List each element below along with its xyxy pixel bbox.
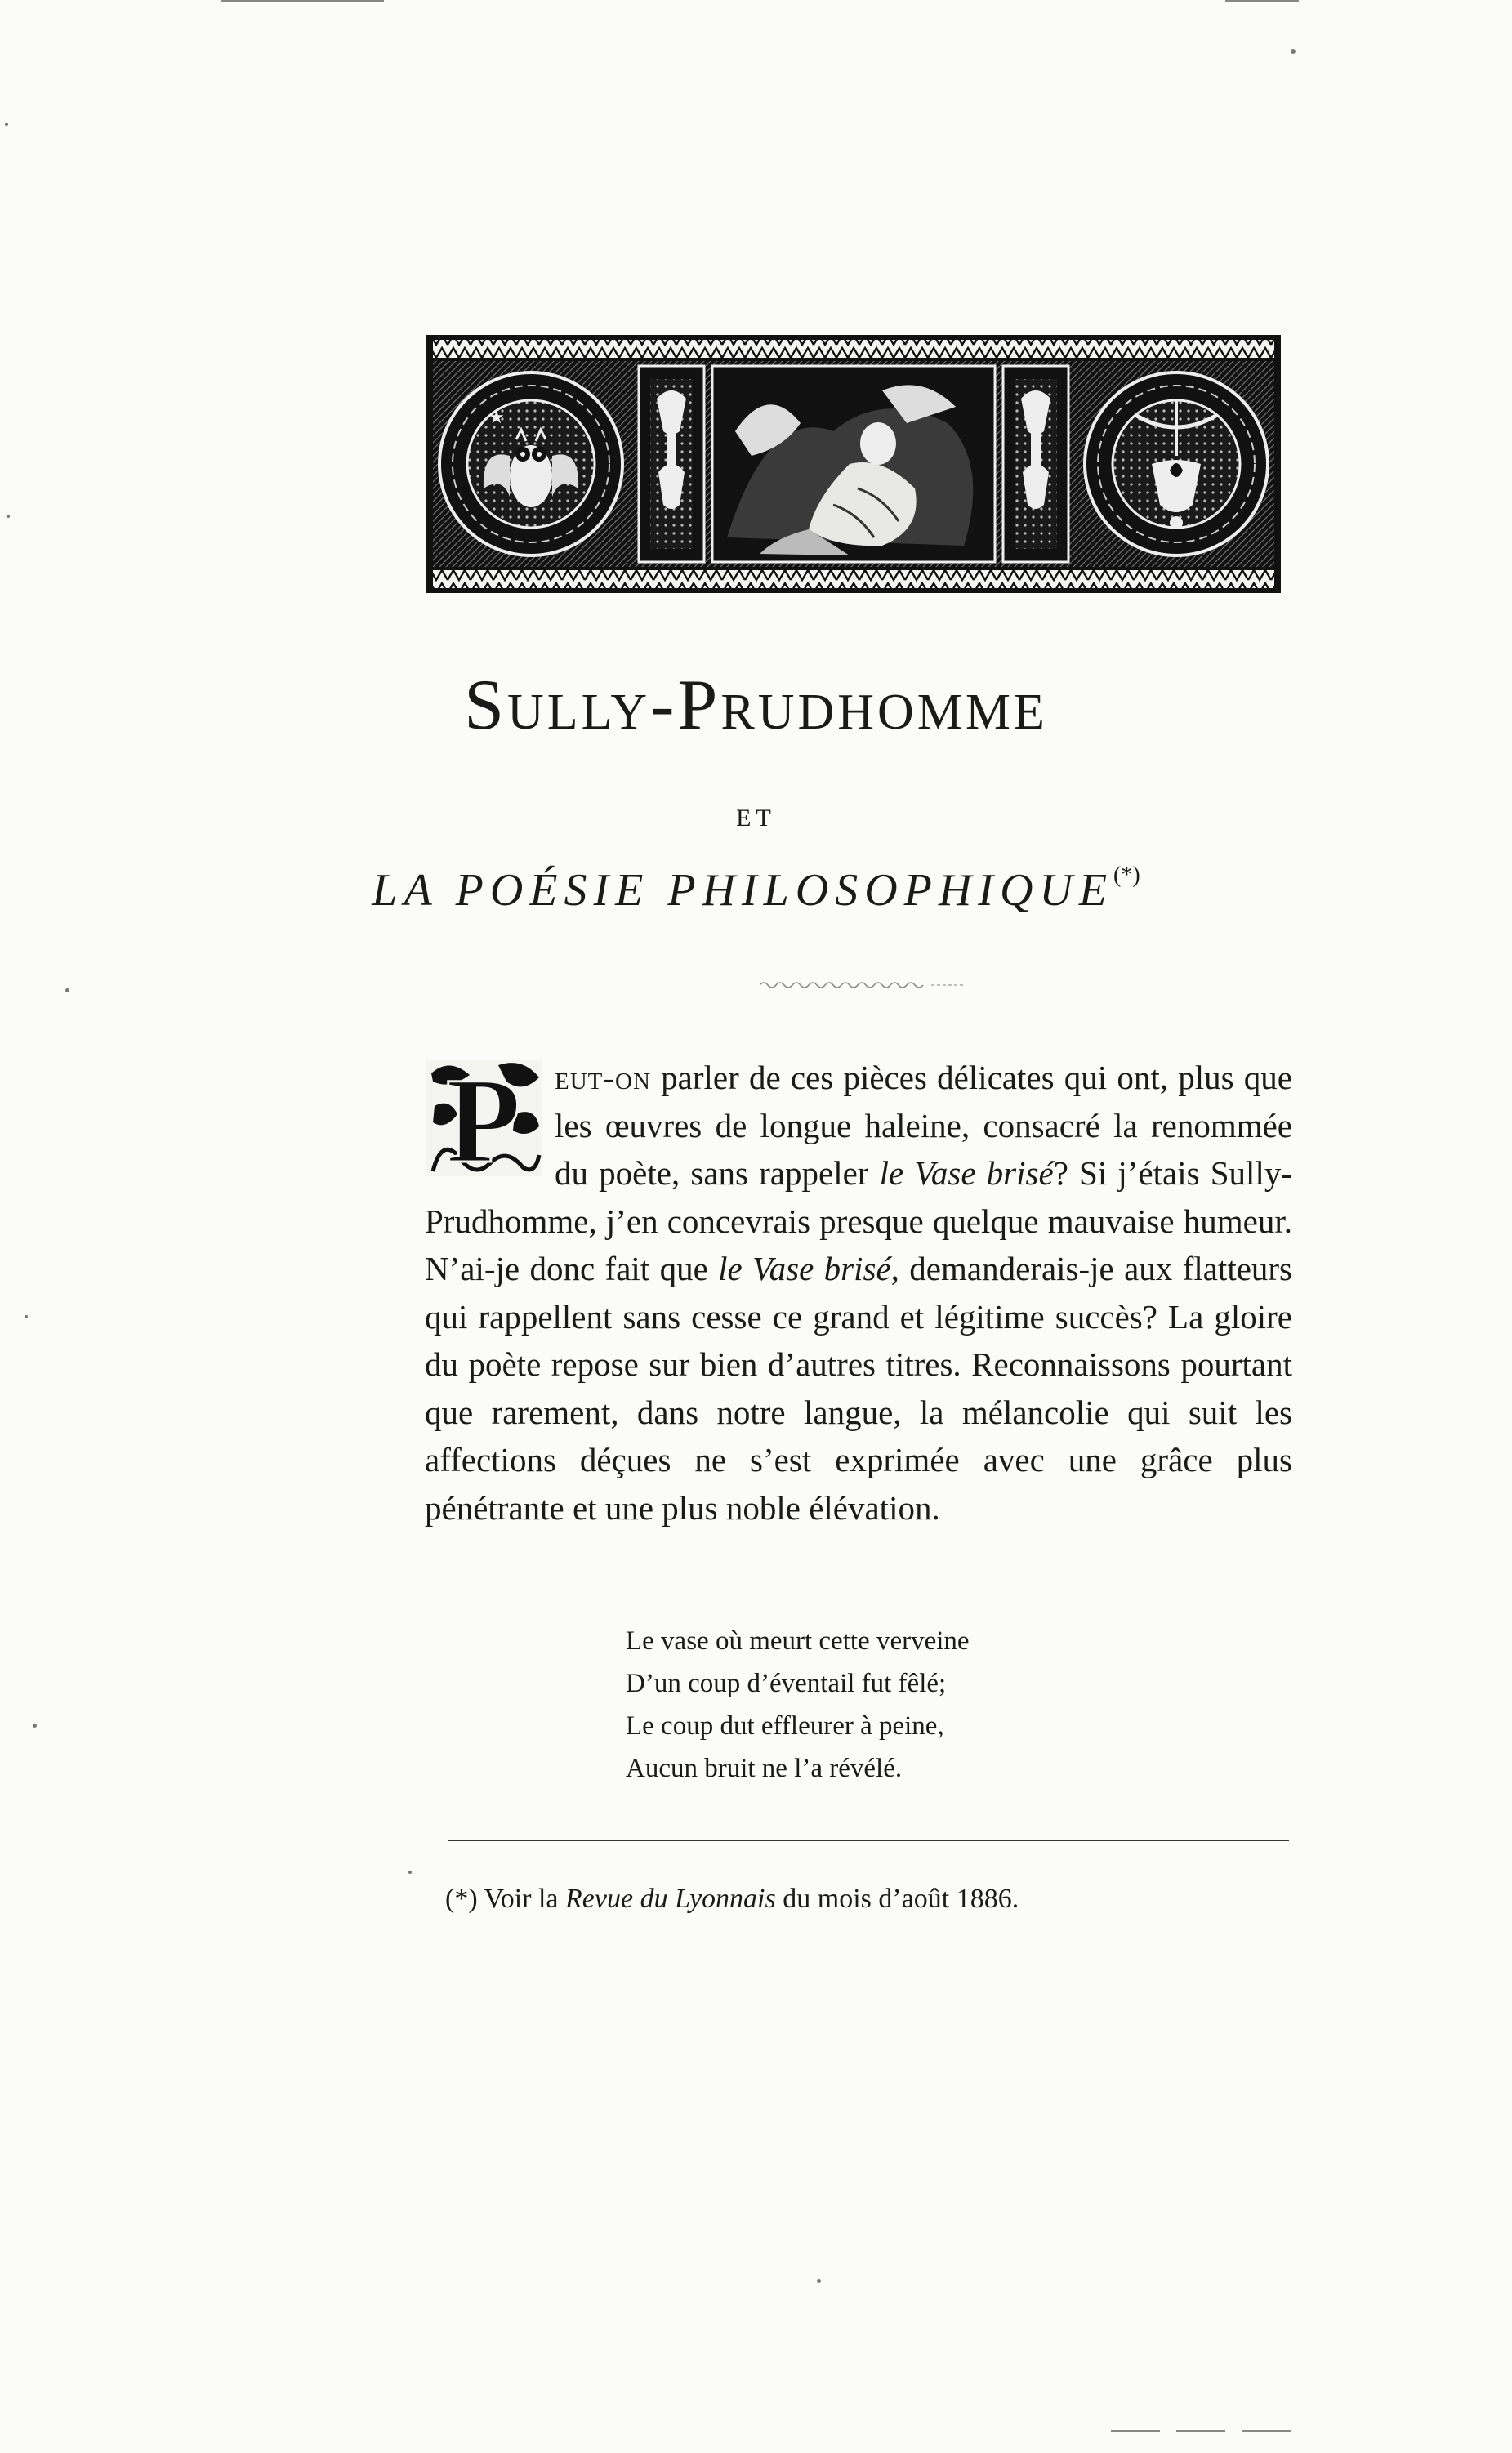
scan-speck — [817, 2279, 821, 2283]
verse-line: Le coup dut effleurer à peine, — [626, 1711, 944, 1741]
footnote-text: Voir la — [477, 1884, 566, 1914]
body-text-segment: , demanderais-je aux flatteurs qui rappellent sans cesse ce grand et légitime succès? La gloire du poète repose sur bien d’autres titres. Reconnaissons pourtant que rarement, dans notre langue, la mélancolie qui suit les affections déçues ne s’est exprimée avec une grâce plus pénétrante et une plus noble élévation. — [425, 1250, 1293, 1527]
scan-speck — [65, 988, 69, 992]
verse-line: Aucun bruit ne l’a révélé. — [626, 1754, 903, 1783]
body-text-segment: ? Si j’étais Sully-Prudhomme, j’en concevrais presque quelque mauvaise humeur. N’ai-je donc fait que — [425, 1154, 1292, 1287]
verse-line: D’un coup d’éventail fut fêlé; — [626, 1669, 947, 1698]
scan-edge-mark — [221, 0, 384, 2]
ornament-rule-icon — [760, 980, 988, 990]
subtitle-text: LA POÉSIE PHILOSOPHIQUE — [372, 865, 1114, 916]
work-title-italic: le Vase brisé — [879, 1154, 1054, 1192]
footnote-mark: (*) — [445, 1884, 478, 1914]
scan-edge-mark — [1225, 0, 1299, 2]
footnote-rule — [448, 1840, 1289, 1841]
scan-edge-mark — [1111, 2430, 1160, 2432]
page-title: Sully-Prudhomme — [464, 666, 1048, 745]
title-conjunction: ET — [736, 805, 776, 832]
scan-edge-mark — [1176, 2430, 1225, 2432]
decorative-headpiece — [425, 333, 1282, 595]
scan-speck — [408, 1871, 412, 1874]
dropcap-ornament — [425, 1057, 543, 1180]
scan-speck — [33, 1724, 37, 1728]
illuminated-letter-icon — [425, 1057, 543, 1180]
scan-speck — [1291, 49, 1296, 54]
page-subtitle — [0, 863, 1512, 916]
scan-speck — [5, 123, 8, 126]
scan-edge-mark — [1242, 2430, 1291, 2432]
footnote — [445, 1883, 1019, 1916]
svg-text:★: ★ — [488, 408, 505, 428]
subtitle-footnote-mark: (*) — [1113, 863, 1140, 888]
footnote-journal-title: Revue du Lyonnais — [565, 1884, 776, 1914]
footnote-text: du mois d’août 1886. — [775, 1884, 1019, 1914]
engraved-headpiece-icon — [425, 333, 1282, 595]
body-text-segment: parler de ces pièces délicates qui ont, plus que les œuvres de longue haleine, consacré la renommée du poète, sans rappeler — [555, 1059, 1292, 1192]
svg-text:P: P — [446, 1057, 521, 1180]
verse-quotation — [626, 1620, 970, 1790]
lead-caps: eut-on — [555, 1059, 651, 1096]
verse-line: Le vase où meurt cette verveine — [626, 1626, 970, 1656]
body-paragraph — [425, 1054, 1292, 1532]
scan-speck — [25, 1315, 28, 1318]
work-title-italic: le Vase brisé — [718, 1250, 891, 1287]
scan-speck — [7, 515, 10, 518]
